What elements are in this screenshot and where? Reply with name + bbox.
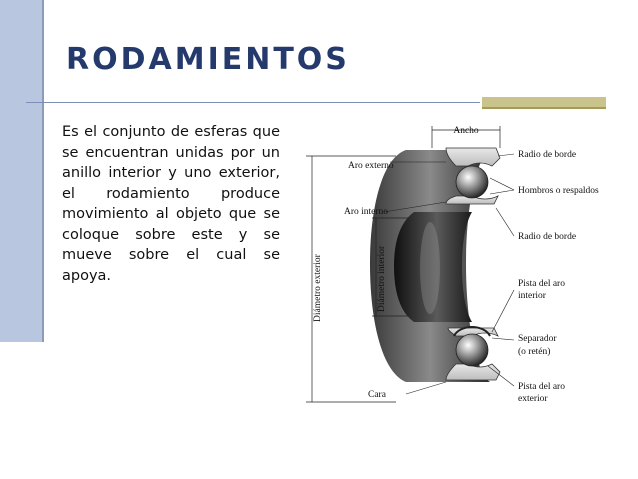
- label-pista-aro-exterior-line2: exterior: [518, 394, 548, 404]
- label-separador-line1: Separador: [518, 334, 557, 344]
- bottom-outer-section: [446, 364, 500, 380]
- label-radio-de-borde-top: Radio de borde: [518, 150, 577, 160]
- label-pista-aro-interior-line1: Pista del aro: [518, 279, 565, 289]
- title-accent-bar: [482, 97, 606, 109]
- bore-highlight: [420, 222, 440, 314]
- slide-title: RODAMIENTOS: [66, 42, 350, 77]
- left-bar-shadow: [42, 0, 44, 342]
- bottom-ball: [456, 334, 488, 366]
- label-hombros: Hombros o respaldos: [518, 186, 599, 196]
- label-cara: Cara: [368, 390, 386, 400]
- left-decorative-bar: [0, 0, 42, 342]
- label-radio-de-borde-mid: Radio de borde: [518, 232, 577, 242]
- title-underline: [26, 102, 480, 103]
- label-pista-aro-interior-line2: interior: [518, 291, 546, 301]
- label-aro-interno: Aro interno: [344, 207, 389, 217]
- label-diametro-interior: Diámetro interior: [377, 245, 387, 312]
- top-outer-section: [446, 148, 500, 166]
- label-diametro-exterior: Diámetro exterior: [313, 254, 323, 322]
- label-aro-externo: Aro externo: [348, 161, 394, 171]
- label-ancho: Ancho: [453, 126, 479, 136]
- top-ball: [456, 166, 488, 198]
- slide-body-text: Es el conjunto de esferas que se encuentran unidas por un anillo interior y uno exterior, el rodamiento produce movimiento al objeto que se coloque sobre este y se mueve sobre el cual se apoya.: [62, 124, 280, 284]
- label-pista-aro-exterior-line1: Pista del aro: [518, 382, 565, 392]
- label-separador-line2: (o retén): [518, 347, 551, 357]
- bearing-diagram: [296, 118, 602, 412]
